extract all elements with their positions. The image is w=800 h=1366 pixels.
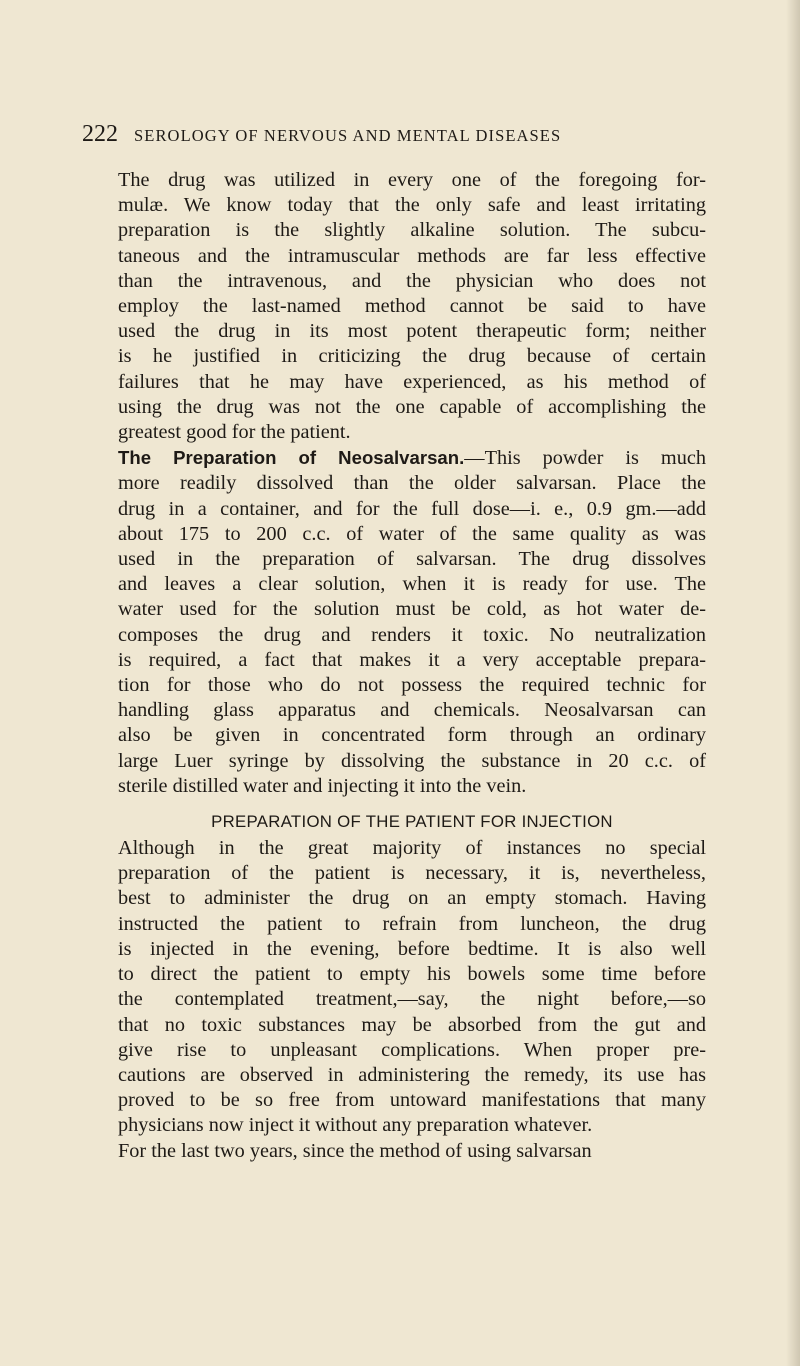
text-line: is he justified in criticizing the drug because of certain xyxy=(118,345,706,368)
text-line: physicians now inject it without any preparation whatever. xyxy=(118,1114,593,1137)
text-line: more readily dissolved than the older salvarsan. Place the xyxy=(118,472,706,495)
text-line: For the last two years, since the method of using salvarsan xyxy=(118,1139,592,1162)
text-line: instructed the patient to refrain from luncheon, the drug xyxy=(118,912,706,935)
text-line: the contemplated treatment,—say, the night before,—so xyxy=(118,988,706,1011)
text-line: than the intravenous, and the physician who does not xyxy=(118,269,706,292)
text-line: preparation of the patient is necessary, it is, nevertheless, xyxy=(118,862,706,885)
text-line: handling glass apparatus and chemicals. Neosalvarsan can xyxy=(118,699,706,722)
text-line: mulæ. We know today that the only safe and least irritating xyxy=(118,194,706,217)
text-line: is injected in the evening, before bedtime. It is also well xyxy=(118,937,706,960)
text-line: cautions are observed in administering the remedy, its use has xyxy=(118,1063,706,1086)
text-line: used the drug in its most potent therapeutic form; neither xyxy=(118,320,706,343)
text-line: sterile distilled water and injecting it into the vein. xyxy=(118,774,527,797)
paragraph-drug-formulae xyxy=(118,168,706,445)
text-line: also be given in concentrated form through an ordinary xyxy=(118,724,706,747)
page-edge-shadow xyxy=(786,0,800,1366)
text-line: that no toxic substances may be absorbed from the gut and xyxy=(118,1013,706,1036)
text-line: is required, a fact that makes it a very acceptable prepara- xyxy=(118,648,706,671)
text-line: give rise to unpleasant complications. When proper pre- xyxy=(118,1038,706,1061)
text-line: best to administer the drug on an empty stomach. Having xyxy=(118,887,706,910)
section-heading: PREPARATION OF THE PATIENT FOR INJECTION xyxy=(211,812,613,832)
text-line: about 175 to 200 c.c. of water of the same quality as was xyxy=(118,522,706,545)
text-line: drug in a container, and for the full dose—i. e., 0.9 gm.—add xyxy=(118,497,706,520)
text-line: using the drug was not the one capable of accomplishing the xyxy=(118,395,706,418)
text-line: preparation is the slightly alkaline solution. The subcu- xyxy=(118,219,706,242)
paragraph-patient-preparation xyxy=(118,836,706,1138)
running-title: SEROLOGY OF NERVOUS AND MENTAL DISEASES xyxy=(134,126,562,145)
text-line: and leaves a clear solution, when it is ready for use. The xyxy=(118,573,706,596)
paragraph-last-two-years xyxy=(118,1139,706,1164)
text-fragment: —This powder is much xyxy=(464,447,706,470)
text-line: water used for the solution must be cold, as hot water de- xyxy=(118,598,706,621)
text-line: tion for those who do not possess the required technic for xyxy=(118,674,706,697)
running-head xyxy=(82,118,772,153)
text-line: greatest good for the patient. xyxy=(118,421,351,444)
text-line: to direct the patient to empty his bowels some time before xyxy=(118,963,706,986)
run-in-title: The Preparation of Neosalvarsan. xyxy=(118,447,465,469)
page-number: 222 xyxy=(82,121,118,147)
text-line: used in the preparation of salvarsan. The drug dissolves xyxy=(118,548,706,571)
text-line: large Luer syringe by dissolving the substance in 20 c.c. of xyxy=(118,749,706,772)
text-line: proved to be so free from untoward manifestations that many xyxy=(118,1089,706,1112)
text-line: Although in the great majority of instances no special xyxy=(118,837,706,860)
text-line: composes the drug and renders it toxic. No neutralization xyxy=(118,623,706,646)
body-text xyxy=(118,168,706,1164)
text-line: taneous and the intramuscular methods are far less effective xyxy=(118,244,706,267)
text-line: The drug was utilized in every one of the foregoing for- xyxy=(118,169,706,191)
text-line: employ the last-named method cannot be said to have xyxy=(118,295,706,318)
paragraph-neosalvarsan-preparation xyxy=(118,445,706,799)
text-line-with-run-in-title xyxy=(118,445,706,471)
text-line: failures that he may have experienced, as his method of xyxy=(118,370,706,393)
